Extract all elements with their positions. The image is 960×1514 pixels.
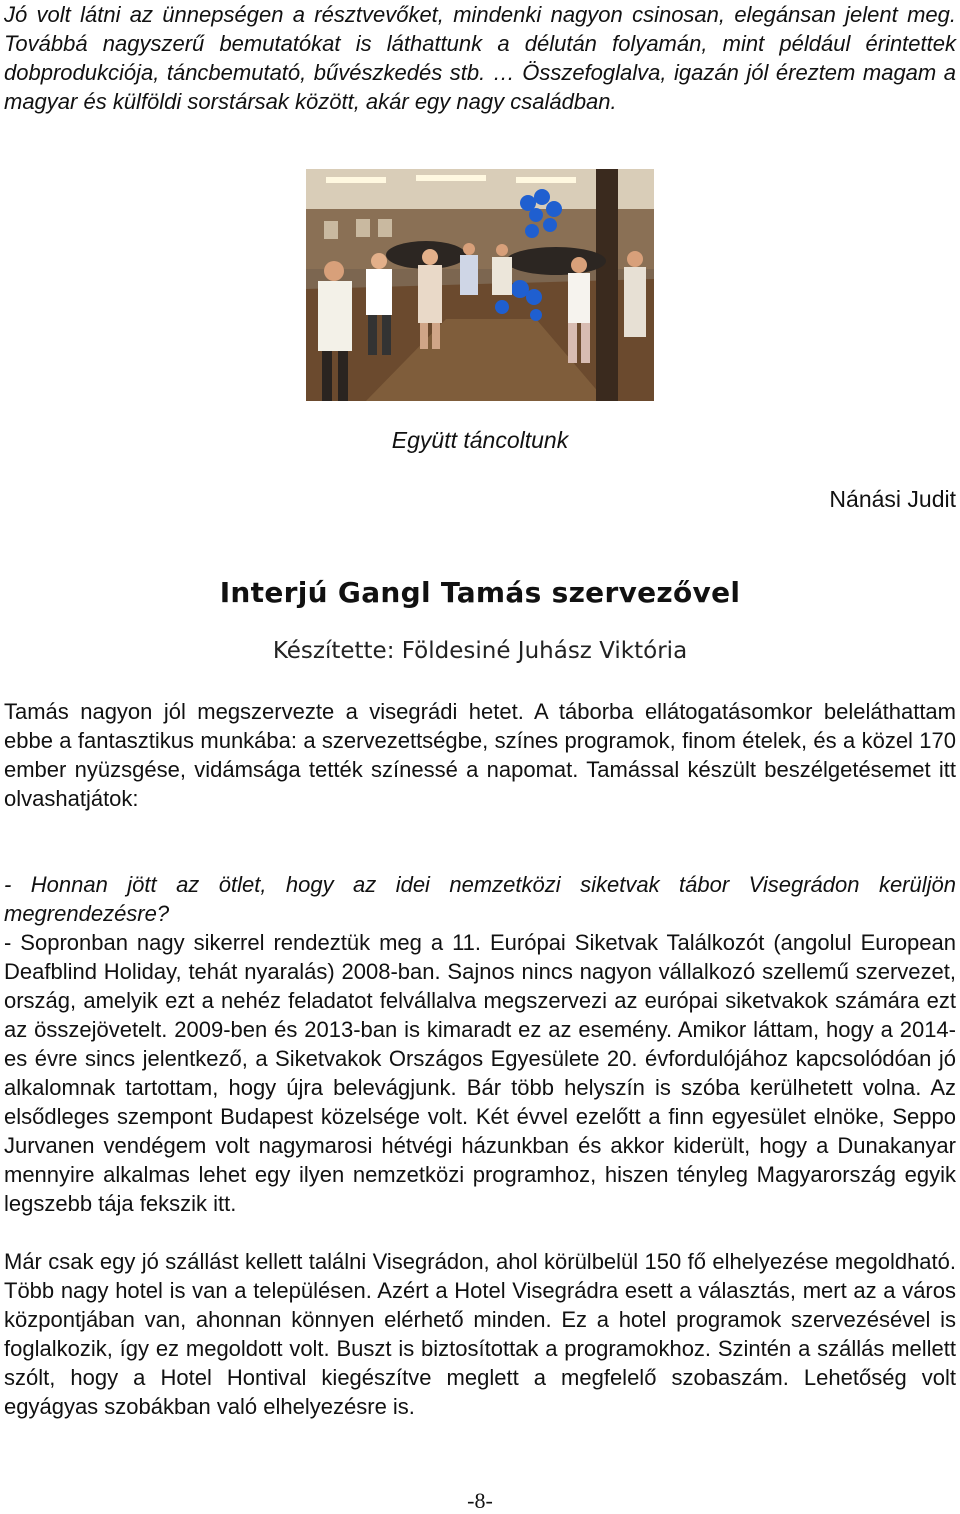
photo-illustration bbox=[306, 169, 654, 401]
interview-question: - Honnan jött az ötlet, hogy az idei nemzetközi siketvak tábor Visegrádon kerüljön megrendezésre? bbox=[4, 872, 956, 926]
interview-answer-paragraph: - Sopronban nagy sikerrel rendeztük meg a 11. Európai Siketvak Találkozót (angolul European Deafblind Holiday, tehát nyaralás) 2008-ban. Sajnos nincs nagyon vállalkozó szellemű szervezet, ország, amelyik ezt a nehéz feladatot felvállalva megszervezi az európai siketvakok számára ezt az összejövetelt. 2009-ben és 2013-ban is kimaradt ez az esemény. Amikor láttam, hogy a 2014-es évre sincs jelentkező, a Siketvakok Országos Egyesülete 20. évfordulójához kapcsolódóan jó alkalomnak tartottam, hogy újra belevágjunk. Bár több helyszín is szóba kerülhetett volna. Az elsődleges szempont Budapest közelsége volt. Két évvel ezelőtt a finn egyesület elnöke, Seppo Jurvanen vendégem volt nagymarosi hétvégi házunkban és akkor kiderült, hogy a Dunakanyar mennyire alkalmas lehet egy ilyen nemzetközi programhoz, hiszen tényleg Magyarország egyik legszebb tája fekszik itt. bbox=[4, 930, 956, 1216]
interview-answer-paragraph-2: Már csak egy jó szállást kellett találni Visegrádon, ahol körülbelül 150 fő elhelyezése megoldható. Több nagy hotel is van a településen. Azért a Hotel Visegrádra esett a választás, mert az a város központjában van, ahonnan könnyen elérhető minden. Ez a hotel programok szervezésével is foglalkozik, így ez megoldott volt. Buszt is biztosítottak a programokhoz. Szintén a szállás mellett szólt, hogy a Hotel Hontival kiegészítve meglett a megfelelő szobaszám. Lehetőség volt egyágyas szobákban való elhelyezésre is. bbox=[4, 1249, 956, 1419]
lead-paragraph: Tamás nagyon jól megszervezte a visegrádi hetet. A táborba ellátogatásomkor beleláthattam ebbe a fantasztikus munkába: a szervezettségbe, színes programok, finom ételek, és a közel 170 ember nyüzsgése, vidámsága tették színessé a napomat. Tamással készült beszélgetésemet itt olvashatjátok: bbox=[4, 699, 956, 811]
photo-caption: Együtt táncoltunk bbox=[391, 427, 569, 453]
dancing-photo bbox=[306, 169, 654, 401]
author-name: Nánási Judit bbox=[829, 486, 956, 512]
article-byline: Készítette: Földesiné Juhász Viktória bbox=[272, 638, 688, 664]
intro-paragraph: Jó volt látni az ünnepségen a résztvevőket, mindenki nagyon csinosan, elegánsan jelent meg. Továbbá nagyszerű bemutatókat is láthattunk a délután folyamán, mint például érintettek dobprodukciója, táncbemutató, bűvészkedés stb. … Összefoglalva, igazán jól éreztem magam a magyar és külföldi sorstársak között, akár egy nagy családban. bbox=[4, 2, 956, 114]
article-title: Interjú Gangl Tamás szervezővel bbox=[219, 576, 741, 609]
page-number: -8- bbox=[467, 1488, 493, 1513]
